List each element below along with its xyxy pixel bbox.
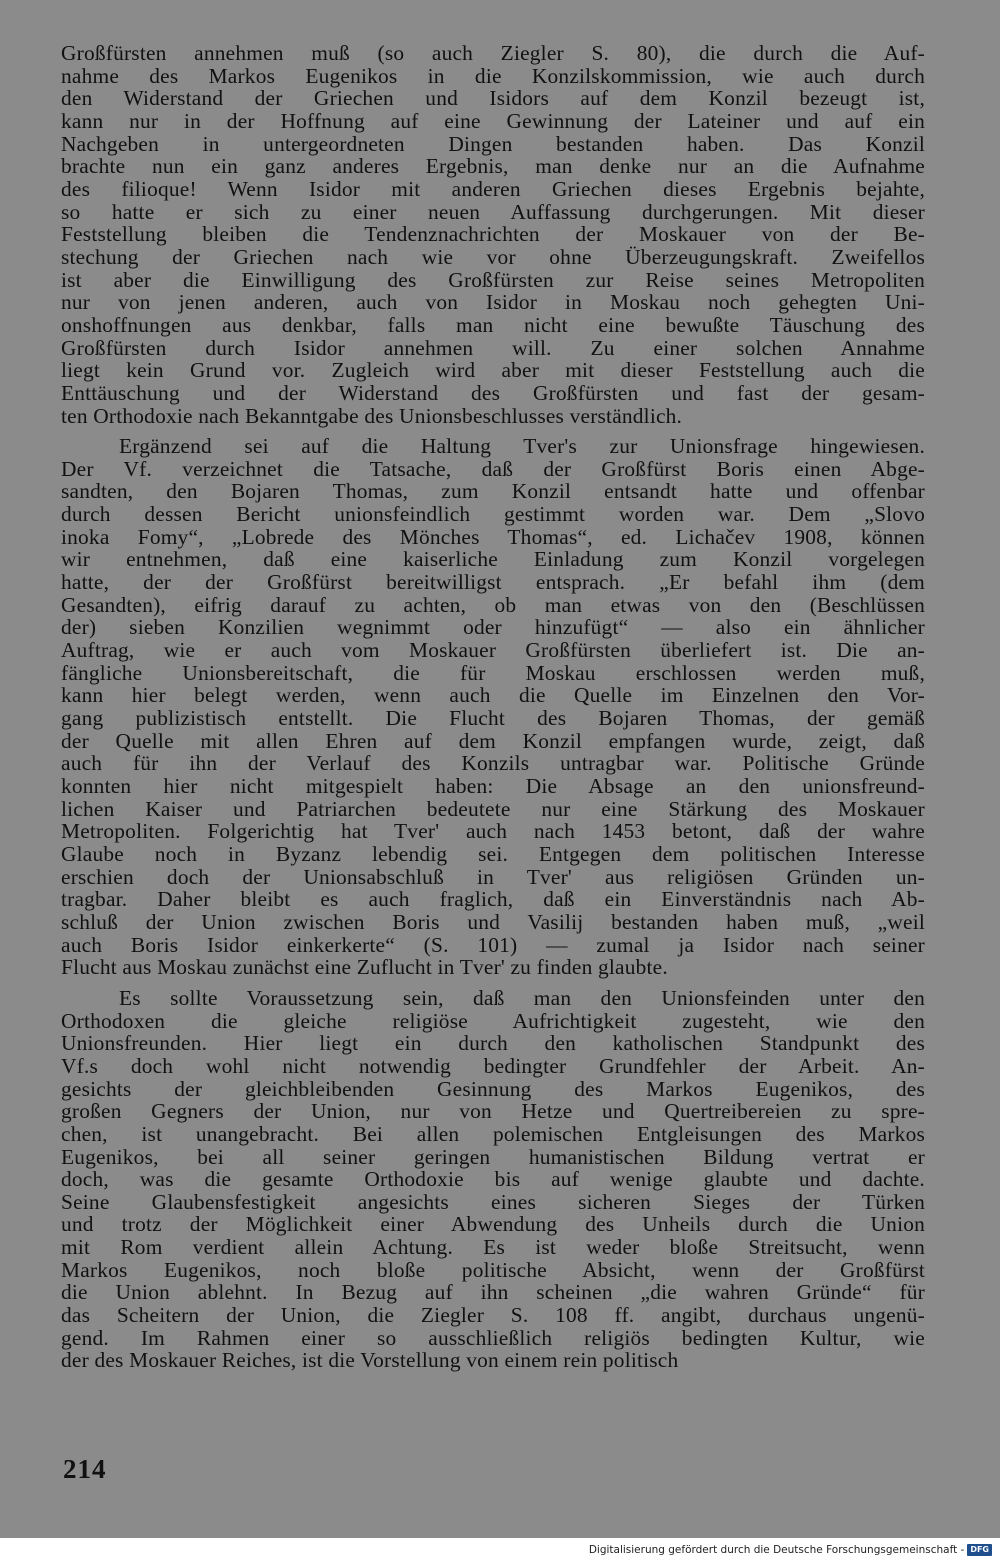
text-line: das Scheitern der Union, die Ziegler S. 108 ff. angibt, durchaus ungenü- bbox=[61, 1303, 925, 1328]
text-line: die Union ablehnt. In Bezug auf ihn scheinen „die wahren Gründe“ für bbox=[61, 1280, 925, 1305]
text-line: Seine Glaubensfestigkeit angesichts eines sicheren Sieges der Türken bbox=[61, 1189, 925, 1214]
text-line: Unionsfreunden. Hier liegt ein durch den katholischen Standpunkt des bbox=[61, 1031, 925, 1056]
text-line: liegt kein Grund vor. Zugleich wird aber mit dieser Feststellung auch die bbox=[61, 358, 925, 383]
text-line: der des Moskauer Reiches, ist die Vorstellung von einem rein politisch bbox=[61, 1348, 679, 1373]
digitization-credit bbox=[589, 1543, 992, 1557]
text-line: hatte, der der Großfürst bereitwilligst entsprach. „Er befahl ihm (dem bbox=[61, 570, 925, 595]
text-line: lichen Kaiser und Patriarchen bedeutete nur eine Stärkung des Moskauer bbox=[61, 796, 925, 821]
text-line: durch dessen Bericht unionsfeindlich gestimmt worden war. Dem „Slovo bbox=[61, 502, 925, 527]
text-line: Orthodoxen die gleiche religiöse Aufrichtigkeit zugesteht, wie den bbox=[61, 1008, 925, 1033]
text-line: Metropoliten. Folgerichtig hat Tver' auch nach 1453 betont, daß der wahre bbox=[61, 819, 925, 844]
text-line: Gesandten), eifrig darauf zu achten, ob man etwas von den (Beschlüssen bbox=[61, 592, 925, 617]
text-line: Es sollte Voraussetzung sein, daß man den Unionsfeinden unter den bbox=[119, 985, 925, 1010]
text-line: stechung der Griechen nach wie vor ohne Überzeugungskraft. Zweifellos bbox=[61, 244, 925, 269]
text-line: ten Orthodoxie nach Bekanntgabe des Unionsbeschlusses verständlich. bbox=[61, 403, 683, 428]
text-line: sandten, den Bojaren Thomas, zum Konzil entsandt hatte und offenbar bbox=[61, 479, 925, 504]
paragraph-3 bbox=[61, 987, 925, 1372]
text-line: großen Gegners der Union, nur von Hetze und Quertreibereien zu spre- bbox=[61, 1099, 925, 1124]
text-line: den Widerstand der Griechen und Isidors auf dem Konzil bezeugt ist, bbox=[61, 86, 925, 111]
text-line: Großfürsten annehmen muß (so auch Ziegler S. 80), die durch die Auf- bbox=[61, 41, 925, 65]
text-line: gang publizistisch entstellt. Die Flucht des Bojaren Thomas, der gemäß bbox=[61, 706, 925, 731]
text-line: wir entnehmen, daß eine kaiserliche Einladung zum Konzil vorgelegen bbox=[61, 547, 925, 572]
text-line: des filioque! Wenn Isidor mit anderen Griechen dieses Ergebnis bejahte, bbox=[61, 176, 925, 201]
text-line: gend. Im Rahmen einer so ausschließlich religiös bedingten Kultur, wie bbox=[61, 1325, 925, 1350]
text-line: Vf.s doch wohl nicht notwendig bedingter Grundfehler der Arbeit. An- bbox=[61, 1053, 925, 1078]
text-line: chen, ist unangebracht. Bei allen polemischen Entgleisungen des Markos bbox=[61, 1121, 925, 1146]
text-line: Markos Eugenikos, noch bloße politische Absicht, wenn der Großfürst bbox=[61, 1257, 925, 1282]
text-line: tragbar. Daher bleibt es auch fraglich, daß ein Einverständnis nach Ab- bbox=[61, 887, 925, 912]
text-line: so hatte er sich zu einer neuen Auffassung durchgerungen. Mit dieser bbox=[61, 199, 925, 224]
text-line: inoka Fomy“, „Lobrede des Mönches Thomas“, ed. Lichačev 1908, können bbox=[61, 524, 925, 549]
page-number: 214 bbox=[63, 1454, 107, 1484]
text-line: nahme des Markos Eugenikos in die Konzilskommission, wie auch durch bbox=[61, 63, 925, 88]
text-line: Auftrag, wie er auch vom Moskauer Großfürsten überliefert ist. Die an- bbox=[61, 638, 925, 663]
text-line: doch, was die gesamte Orthodoxie bis auf wenige glaubte und dachte. bbox=[61, 1167, 925, 1192]
text-line: nur von jenen anderen, auch von Isidor in Moskau noch gehegten Uni- bbox=[61, 290, 925, 315]
text-line: Großfürsten durch Isidor annehmen will. Zu einer solchen Annahme bbox=[61, 335, 925, 360]
text-line: kann nur in der Hoffnung auf eine Gewinnung der Lateiner und auf ein bbox=[61, 108, 925, 133]
text-line: ist aber die Einwilligung des Großfürsten zur Reise seines Metropoliten bbox=[61, 267, 925, 292]
text-line: gesichts der gleichbleibenden Gesinnung des Markos Eugenikos, des bbox=[61, 1076, 925, 1101]
text-line: der) sieben Konzilien wegnimmt oder hinzufügt“ — also ein ähnlicher bbox=[61, 615, 925, 640]
text-line: der Quelle mit allen Ehren auf dem Konzil empfangen wurde, zeigt, daß bbox=[61, 728, 925, 753]
text-line: Feststellung bleiben die Tendenznachrichten der Moskauer von der Be- bbox=[61, 222, 925, 247]
credit-text: Digitalisierung gefördert durch die Deutsche Forschungsgemeinschaft - bbox=[588, 1544, 965, 1556]
text-line: Ergänzend sei auf die Haltung Tver's zur Unionsfrage hingewiesen. bbox=[119, 434, 925, 459]
text-line: auch für ihn der Verlauf des Konzils untragbar war. Politische Gründe bbox=[61, 751, 925, 776]
text-line: Flucht aus Moskau zunächst eine Zuflucht in Tver' zu finden glaubte. bbox=[61, 955, 668, 980]
paragraph-1 bbox=[61, 42, 925, 427]
text-line: kann hier belegt werden, wenn auch die Quelle im Einzelnen den Vor- bbox=[61, 683, 925, 708]
body-text bbox=[61, 42, 925, 1372]
text-line: und trotz der Möglichkeit einer Abwendung des Unheils durch die Union bbox=[61, 1212, 925, 1237]
text-line: erschien doch der Unionsabschluß in Tver' aus religiösen Gründen un- bbox=[61, 864, 925, 889]
text-line: schluß der Union zwischen Boris und Vasilij bestanden haben muß, „weil bbox=[61, 909, 925, 934]
text-line: mit Rom verdient allein Achtung. Es ist weder bloße Streitsucht, wenn bbox=[61, 1235, 925, 1260]
text-line: Nachgeben in untergeordneten Dingen bestanden haben. Das Konzil bbox=[61, 131, 925, 156]
text-line: onshoffnungen aus denkbar, falls man nicht eine bewußte Täuschung des bbox=[61, 312, 925, 337]
text-line: fängliche Unionsbereitschaft, die für Moskau erschlossen werden muß, bbox=[61, 660, 925, 685]
text-line: Eugenikos, bei all seiner geringen humanistischen Bildung vertrat er bbox=[61, 1144, 925, 1169]
text-line: Enttäuschung und der Widerstand des Großfürsten und fast der gesam- bbox=[61, 380, 925, 405]
text-line: Glaube noch in Byzanz lebendig sei. Entgegen dem politischen Interesse bbox=[61, 841, 925, 866]
text-line: auch Boris Isidor einkerkerte“ (S. 101) — zumal ja Isidor nach seiner bbox=[61, 932, 925, 957]
text-line: Der Vf. verzeichnet die Tatsache, daß der Großfürst Boris einen Abge- bbox=[61, 456, 925, 481]
text-line: brachte nun ein ganz anderes Ergebnis, man denke nur an die Aufnahme bbox=[61, 154, 925, 179]
dfg-logo: DFG bbox=[967, 1544, 992, 1556]
text-line: konnten hier nicht mitgespielt haben: Die Absage an den unionsfreund- bbox=[61, 774, 925, 798]
paragraph-2 bbox=[61, 435, 925, 979]
